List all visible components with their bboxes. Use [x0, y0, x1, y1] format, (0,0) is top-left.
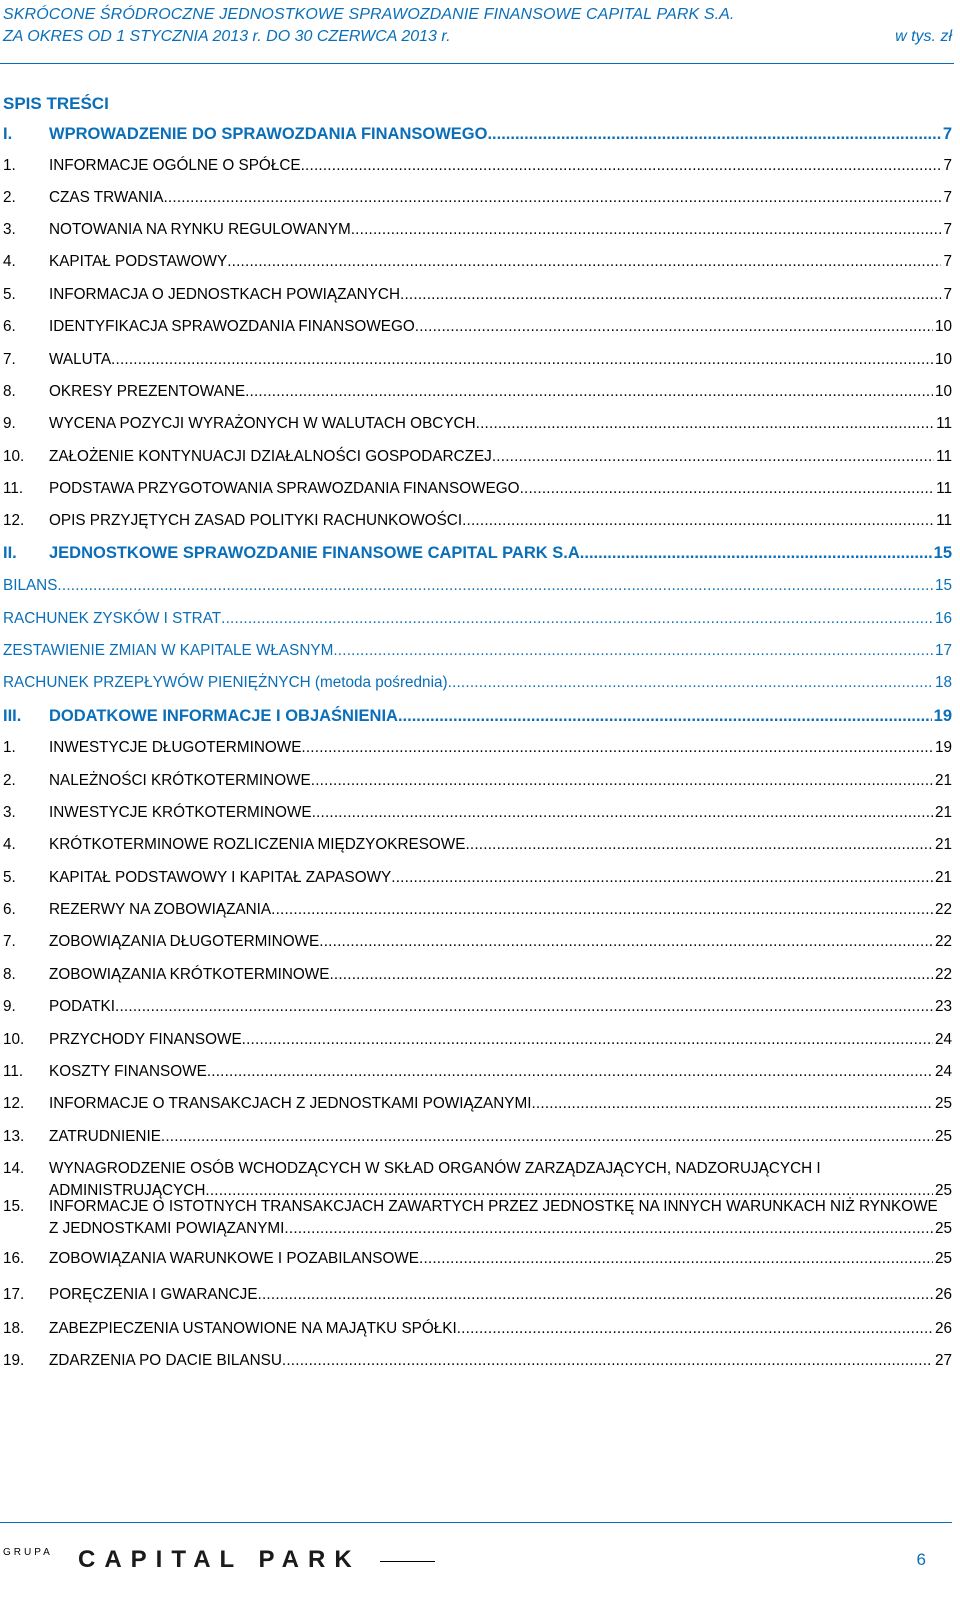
toc-entry-text: Z JEDNOSTKAMI POWIĄZANYMI [49, 1220, 285, 1237]
toc-leader-dots [163, 188, 941, 208]
toc-entry-page: 19 [934, 739, 952, 756]
toc-entry-number: III. [3, 707, 22, 725]
toc-entry-page: 10 [934, 383, 952, 400]
toc-entry-page: 11 [936, 512, 952, 529]
footer-rule [0, 1522, 952, 1523]
toc-entry[interactable] [0, 803, 952, 823]
toc-entry-text: BILANS [3, 577, 58, 594]
toc-leader-dots [351, 220, 942, 240]
toc-entry-text-line1: INFORMACJE O ISTOTNYCH TRANSAKCJACH ZAWARTYCH PRZEZ JEDNOSTKĘ NA INNYCH WARUNKACH NIŻ RYNKOWE [49, 1198, 938, 1215]
toc-entry-number: 19. [3, 1352, 25, 1369]
toc-leader-dots [487, 124, 940, 144]
toc-entry[interactable] [0, 609, 952, 629]
toc-entry-page: 27 [934, 1352, 952, 1369]
toc-entry-text: INFORMACJA O JEDNOSTKACH POWIĄZANYCH [49, 286, 401, 303]
toc-entry[interactable] [0, 350, 952, 370]
toc-entry[interactable] [0, 1030, 952, 1050]
header-title-line2: ZA OKRES OD 1 STYCZNIA 2013 r. DO 30 CZERWCA 2013 r. [3, 28, 451, 45]
toc-leader-dots [531, 1094, 933, 1114]
toc-entry-page: 25 [934, 1220, 952, 1237]
toc-entry-text: DODATKOWE INFORMACJE I OBJAŚNIENIA [49, 707, 398, 725]
toc-entry-page: 18 [934, 674, 952, 691]
toc-entry-page: 26 [934, 1320, 952, 1337]
toc-entry-number: 1. [3, 739, 16, 756]
toc-entry-number: 4. [3, 253, 16, 270]
toc-entry-number: 5. [3, 286, 16, 303]
toc-entry-number: 13. [3, 1128, 25, 1145]
toc-entry-number: 7. [3, 933, 16, 950]
toc-entry-page: 7 [943, 286, 952, 303]
toc-leader-dots [398, 706, 932, 726]
toc-entry-text: IDENTYFIKACJA SPRAWOZDANIA FINANSOWEGO [49, 318, 415, 335]
toc-leader-dots [520, 479, 935, 499]
toc-entry[interactable] [0, 576, 952, 596]
toc-leader-dots [242, 1030, 933, 1050]
toc-entry-page: 21 [934, 772, 952, 789]
toc-entry-page: 22 [934, 933, 952, 950]
toc-leader-dots [245, 382, 933, 402]
toc-entry-number: 8. [3, 966, 16, 983]
toc-entry-page: 7 [943, 221, 952, 238]
toc-leader-dots [258, 1285, 933, 1305]
toc-entry-page: 21 [934, 804, 952, 821]
toc-entry-number: 6. [3, 901, 16, 918]
toc-entry-page: 21 [934, 869, 952, 886]
toc-entry[interactable] [0, 285, 952, 305]
toc-entry-text: OKRESY PREZENTOWANE [49, 383, 246, 400]
toc-entry[interactable] [0, 997, 952, 1017]
toc-entry-number: 18. [3, 1320, 25, 1337]
toc-entry-number: 12. [3, 512, 25, 529]
toc-entry-page: 26 [934, 1286, 952, 1303]
toc-entry-number: 17. [3, 1286, 25, 1303]
toc-leader-dots [333, 641, 933, 661]
toc-entry-text: PRZYCHODY FINANSOWE [49, 1031, 242, 1048]
toc-entry-text: PODATKI [49, 998, 116, 1015]
toc-leader-dots [319, 932, 933, 952]
toc-entry-text: ZESTAWIENIE ZMIAN W KAPITALE WŁASNYM [3, 642, 334, 659]
toc-leader-dots [465, 835, 933, 855]
toc-entry-text: JEDNOSTKOWE SPRAWOZDANIE FINANSOWE CAPITAL PARK S.A. [49, 544, 585, 562]
toc-entry-page: 10 [934, 351, 952, 368]
toc-entry-text: ZDARZENIA PO DACIE BILANSU [49, 1352, 282, 1369]
toc-leader-dots [457, 1319, 933, 1339]
toc-entry-text: RACHUNEK PRZEPŁYWÓW PIENIĘŻNYCH (metoda pośrednia) [3, 674, 448, 691]
toc-entry-number: 9. [3, 998, 16, 1015]
toc-leader-dots [301, 738, 933, 758]
toc-entry-page: 25 [934, 1095, 952, 1112]
toc-entry[interactable] [0, 1285, 952, 1305]
toc-entry-text: NOTOWANIA NA RYNKU REGULOWANYM [49, 221, 351, 238]
toc-entry[interactable] [0, 771, 952, 791]
header-title-line1: SKRÓCONE ŚRÓDROCZNE JEDNOSTKOWE SPRAWOZDANIE FINANSOWE CAPITAL PARK S.A. [3, 6, 735, 23]
header-unit: w tys. zł [895, 28, 952, 45]
toc-entry-text: OPIS PRZYJĘTYCH ZASAD POLITYKI RACHUNKOWOŚCI [49, 512, 463, 529]
toc-entry-text: ZOBOWIĄZANIA DŁUGOTERMINOWE [49, 933, 320, 950]
toc-entry[interactable] [0, 317, 952, 337]
toc-entry-page: 7 [943, 253, 952, 270]
toc-entry-page: 7 [943, 157, 952, 174]
toc-leader-dots [584, 543, 931, 563]
toc-entry-number: 10. [3, 1031, 25, 1048]
toc-entry[interactable] [0, 868, 952, 888]
toc-leader-dots [284, 1219, 933, 1239]
footer-page-number: 6 [916, 1550, 926, 1569]
footer-logo-line [380, 1561, 435, 1562]
toc-entry-page: 7 [943, 189, 952, 206]
toc-leader-dots [391, 868, 933, 888]
toc-leader-dots [415, 317, 933, 337]
toc-entry-text: PODSTAWA PRZYGOTOWANIA SPRAWOZDANIA FINANSOWEGO [49, 480, 520, 497]
toc-entry-number: 6. [3, 318, 16, 335]
toc-entry-number: 10. [3, 448, 25, 465]
toc-entry-page: 17 [934, 642, 952, 659]
toc-entry[interactable] [0, 156, 952, 176]
toc-entry[interactable] [0, 252, 952, 272]
toc-entry-page: 11 [936, 448, 952, 465]
toc-entry-number: 15. [3, 1198, 25, 1215]
toc-leader-dots [111, 350, 933, 370]
toc-title: SPIS TREŚCI [3, 94, 109, 113]
toc-entry[interactable] [0, 1159, 952, 1201]
toc-entry-text: INWESTYCJE KRÓTKOTERMINOWE [49, 804, 312, 821]
toc-entry-text: KRÓTKOTERMINOWE ROZLICZENIA MIĘDZYOKRESOWE [49, 836, 466, 853]
toc-entry-text: ZAŁOŻENIE KONTYNUACJI DZIAŁALNOŚCI GOSPODARCZEJ [49, 448, 492, 465]
toc-entry-text-line1: WYNAGRODZENIE OSÓB WCHODZĄCYCH W SKŁAD ORGANÓW ZARZĄDZAJĄCYCH, NADZORUJĄCYCH I [49, 1160, 821, 1177]
toc-entry[interactable] [0, 738, 952, 758]
toc-entry-text: INWESTYCJE DŁUGOTERMINOWE [49, 739, 302, 756]
toc-leader-dots [227, 252, 941, 272]
toc-entry[interactable] [0, 900, 952, 920]
toc-entry-text: REZERWY NA ZOBOWIĄZANIA [49, 901, 272, 918]
toc-entry[interactable] [0, 706, 952, 726]
toc-leader-dots [312, 803, 933, 823]
toc-entry-page: 21 [934, 836, 952, 853]
toc-entry[interactable] [0, 965, 952, 985]
toc-entry-number: 14. [3, 1160, 25, 1177]
toc-entry-text: WALUTA [49, 351, 112, 368]
toc-entry-number: 2. [3, 189, 16, 206]
toc-entry-text: ZABEZPIECZENIA USTANOWIONE NA MAJĄTKU SPÓŁKI [49, 1320, 457, 1337]
toc-entry-text: WYCENA POZYCJI WYRAŻONYCH W WALUTACH OBCYCH [49, 415, 476, 432]
toc-entry[interactable] [0, 835, 952, 855]
toc-entry[interactable] [0, 382, 952, 402]
toc-entry[interactable] [0, 1094, 952, 1114]
toc-entry-text: ZOBOWIĄZANIA WARUNKOWE I POZABILANSOWE [49, 1250, 419, 1267]
toc-entry-page: 15 [934, 577, 952, 594]
toc-entry-page: 24 [934, 1063, 952, 1080]
toc-entry-number: 1. [3, 157, 16, 174]
toc-entry-page: 11 [936, 480, 952, 497]
toc-entry-text: ZOBOWIĄZANIA KRÓTKOTERMINOWE [49, 966, 330, 983]
toc-leader-dots [221, 609, 933, 629]
toc-entry-page: 7 [942, 125, 952, 143]
toc-leader-dots [311, 771, 933, 791]
toc-entry-text: RACHUNEK ZYSKÓW I STRAT [3, 610, 222, 627]
toc-entry-page: 10 [934, 318, 952, 335]
toc-entry-text: KAPITAŁ PODSTAWOWY I KAPITAŁ ZAPASOWY [49, 869, 392, 886]
toc-entry-text: WPROWADZENIE DO SPRAWOZDANIA FINANSOWEGO [49, 125, 488, 143]
toc-entry-text: KAPITAŁ PODSTAWOWY [49, 253, 228, 270]
toc-entry-text: INFORMACJE OGÓLNE O SPÓŁCE [49, 157, 301, 174]
toc-entry-number: 5. [3, 869, 16, 886]
toc-leader-dots [161, 1127, 933, 1147]
toc-entry[interactable] [0, 1319, 952, 1339]
toc-entry-page: 25 [934, 1182, 952, 1199]
toc-entry[interactable] [0, 1062, 952, 1082]
toc-entry[interactable] [0, 543, 952, 563]
toc-entry-text: KOSZTY FINANSOWE [49, 1063, 207, 1080]
toc-entry-text: NALEŻNOŚCI KRÓTKOTERMINOWE [49, 772, 311, 789]
toc-entry[interactable] [0, 1249, 952, 1269]
toc-entry-number: 4. [3, 836, 16, 853]
footer-logo-group: GRUPA [3, 1547, 53, 1558]
toc-entry-number: 11. [3, 480, 24, 497]
toc-entry[interactable] [0, 1197, 952, 1239]
toc-entry-page: 19 [933, 707, 952, 725]
toc-entry-text: CZAS TRWANIA [49, 189, 164, 206]
toc-leader-dots [492, 447, 934, 467]
toc-leader-dots [400, 285, 941, 305]
toc-entry-page: 16 [934, 610, 952, 627]
toc-leader-dots [448, 673, 933, 693]
toc-entry[interactable] [0, 1127, 952, 1147]
toc-entry-number: I. [3, 125, 13, 143]
toc-leader-dots [282, 1351, 933, 1371]
toc-entry-number: II. [3, 544, 17, 562]
toc-entry-page: 24 [934, 1031, 952, 1048]
toc-entry-text: ADMINISTRUJĄCYCH [49, 1182, 206, 1199]
toc-entry-number: 3. [3, 221, 16, 238]
toc-leader-dots [115, 997, 933, 1017]
toc-entry[interactable] [0, 932, 952, 952]
toc-entry-page: 23 [934, 998, 952, 1015]
header-rule [0, 63, 954, 64]
toc-entry[interactable] [0, 414, 952, 434]
toc-entry-number: 3. [3, 804, 16, 821]
toc-entry-page: 11 [936, 415, 952, 432]
toc-entry[interactable] [0, 188, 952, 208]
toc-entry-page: 25 [934, 1128, 952, 1145]
toc-leader-dots [419, 1249, 933, 1269]
footer-logo: CAPITAL PARK [78, 1546, 361, 1573]
toc-leader-dots [207, 1062, 933, 1082]
toc-leader-dots [271, 900, 933, 920]
toc-entry[interactable] [0, 673, 952, 693]
toc-leader-dots [462, 511, 934, 531]
toc-entry-number: 8. [3, 383, 16, 400]
toc-entry-number: 2. [3, 772, 16, 789]
toc-entry-number: 12. [3, 1095, 25, 1112]
toc-entry-text: ZATRUDNIENIE [49, 1128, 161, 1145]
toc-entry-number: 7. [3, 351, 16, 368]
toc-entry-page: 22 [934, 901, 952, 918]
toc-entry[interactable] [0, 220, 952, 240]
toc-entry-page: 25 [934, 1250, 952, 1267]
toc-entry-page: 15 [933, 544, 952, 562]
toc-entry[interactable] [0, 1351, 952, 1371]
toc-leader-dots [329, 965, 933, 985]
toc-entry-page: 22 [934, 966, 952, 983]
toc-entry[interactable] [0, 479, 952, 499]
toc-leader-dots [476, 414, 934, 434]
toc-leader-dots [301, 156, 942, 176]
toc-entry-number: 16. [3, 1250, 25, 1267]
toc-entry-text: PORĘCZENIA I GWARANCJE [49, 1286, 258, 1303]
toc-leader-dots [57, 576, 933, 596]
toc-entry-text: INFORMACJE O TRANSAKCJACH Z JEDNOSTKAMI POWIĄZANYMI [49, 1095, 532, 1112]
toc-entry-number: 11. [3, 1063, 24, 1080]
toc-entry-number: 9. [3, 415, 16, 432]
toc-entry[interactable] [0, 511, 952, 531]
toc-entry[interactable] [0, 447, 952, 467]
toc-entry[interactable] [0, 641, 952, 661]
toc-entry[interactable] [0, 124, 952, 144]
